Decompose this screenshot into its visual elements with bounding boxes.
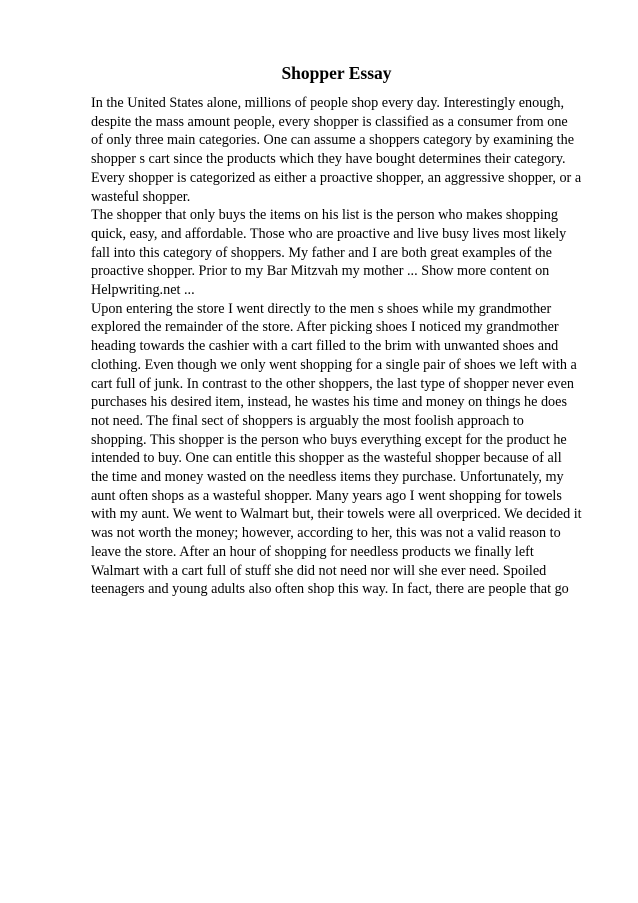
paragraph-proactive-shopper: The shopper that only buys the items on his list is the person who makes shopping quick, easy, and affordable. Those who are proactive and live busy lives most likely fall into this category of shoppers. My father and I are both great examples of the proactive shopper. Prior to my Bar Mitzvah my mother ... Show more content on Helpwriting.net ... (91, 207, 567, 299)
page-title: Shopper Essay (281, 63, 392, 83)
paragraph-wasteful-shopper: Upon entering the store I went directly to the men s shoes while my grandmother explored the remainder of the store. After picking shoes I noticed my grandmother heading towards the cashier with a cart filled to the brim with unwanted shoes and clothing. Even though we only went shopping for a single pair of shoes we left with a cart full of junk. In contrast to the other shoppers, the last type of shopper never even purchases his desired item, instead, he wastes his time and money on things he does not need. The final sect of shoppers is arguably the most foolish approach to shopping. This shopper is the person who buys everything except for the product he intended to buy. One can entitle this shopper as the wasteful shopper because of all the time and money wasted on the needless items they purchase. Unfortunately, my aunt often shops as a wasteful shopper. Many years ago I went shopping for towels with my aunt. We went to Walmart but, their towels were all overpriced. We decided it was not worth the money; however, according to her, this was not a valid reason to leave the store. After an hour of shopping for needless products we finally left Walmart with a cart full of stuff she did not need nor will she ever need. Spoiled teenagers and young adults also often shop this way. In fact, there are people that go (91, 300, 582, 598)
paragraph-intro: In the United States alone, millions of people shop every day. Interestingly enough, despite the mass amount people, every shopper is classified as a consumer from one of only three main categories. One can assume a shoppers category by examining the shopper s cart since the products which they have bought determines their category. Every shopper is categorized as either a proactive shopper, an aggressive shopper, or a wasteful shopper. (91, 95, 582, 205)
